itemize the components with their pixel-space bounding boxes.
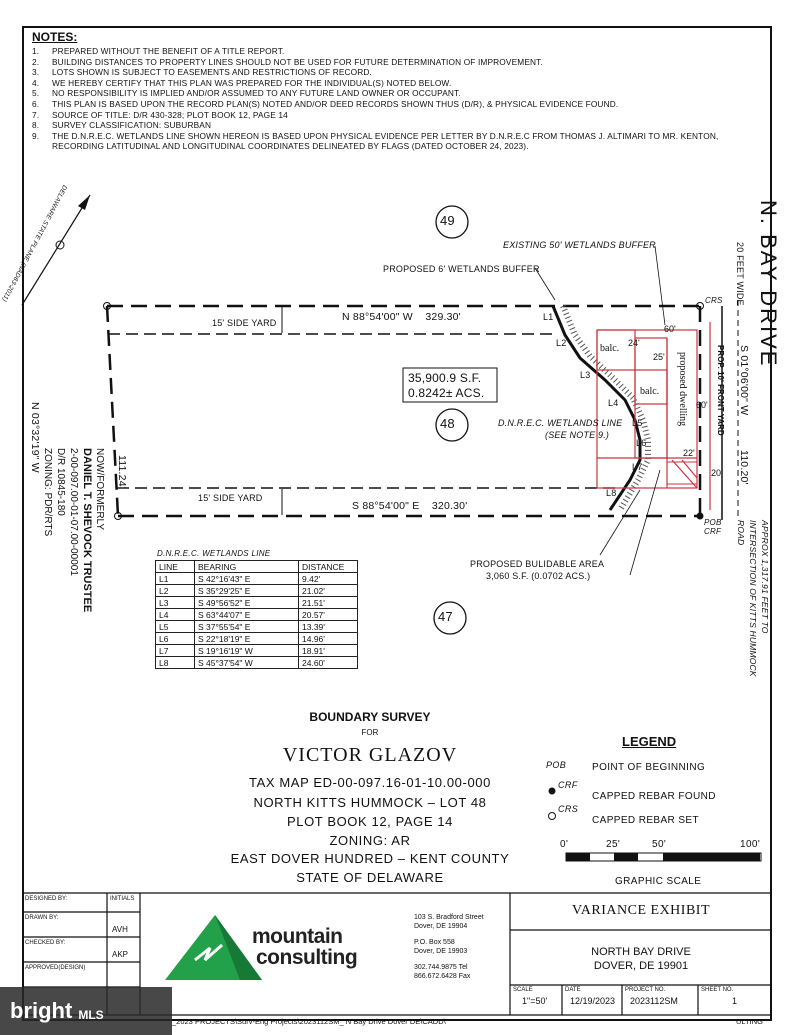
note-text: WE HEREBY CERTIFY THAT THIS PLAN WAS PREPARED FOR THE INDIVIDUAL(S) NOTED BELOW. <box>52 77 452 88</box>
scale-tick-25: 25' <box>606 839 621 850</box>
table-cell: S 49°56'52" E <box>195 597 299 609</box>
table-cell: 24.60' <box>299 657 358 669</box>
note-text: PREPARED WITHOUT THE BENEFIT OF A TITLE REPORT. <box>52 46 285 56</box>
owner-tax: 2-00-097.00-01-07.00-00001 <box>68 448 79 576</box>
table-cell: 14.96' <box>299 633 358 645</box>
lot-49-label: 49 <box>440 213 455 228</box>
legend-crf-symbol: CRF <box>558 780 578 790</box>
crs-label: CRS <box>705 296 723 305</box>
scale-tick-0: 0' <box>560 839 569 850</box>
company-name-line2: consulting <box>256 946 358 969</box>
note-number: 7. <box>32 109 40 120</box>
fax: 866.672.6428 Fax <box>414 973 471 980</box>
dim-24: 24' <box>628 338 640 348</box>
date-label: DATE <box>565 987 581 993</box>
buildable-area-label: PROPOSED BULIDABLE AREA <box>470 559 605 569</box>
checked-initials: AKP <box>112 950 129 959</box>
table-cell: S 37°55'54" E <box>195 621 299 633</box>
approx-intersection-note: APPROX 1,317.91 FEET TO INTERSECTION OF KITTS HUMMOCK ROAD <box>736 520 770 677</box>
notes-title: NOTES: <box>32 30 78 44</box>
note-text: SOURCE OF TITLE: D/R 430-328; PLOT BOOK 12, PAGE 14 <box>52 109 288 120</box>
table-row <box>156 621 358 633</box>
survey-title: BOUNDARY SURVEY <box>309 710 431 724</box>
wetlands-header-distance: DISTANCE <box>299 561 358 573</box>
company-name-line1: mountain <box>252 925 343 948</box>
area-sf: 35,900.9 S.F. <box>408 371 482 385</box>
wetlands-table <box>155 560 358 669</box>
table-cell: S 22°18'19" E <box>195 633 299 645</box>
scale-value: 1"=50' <box>522 996 548 1006</box>
east-line-bearing: S 01°06'00" W <box>738 345 750 416</box>
line-label-l7: L7 <box>632 462 643 472</box>
property-boundary <box>107 306 700 516</box>
table-cell: 21.02' <box>299 585 358 597</box>
note-text: SURVEY CLASSIFICATION: SUBURBAN <box>52 120 212 131</box>
note-number: 3. <box>32 67 40 78</box>
owner-dr: D/R 10845-180 <box>55 448 66 516</box>
wetlands-line-label: D.N.R.E.C. WETLANDS LINE <box>498 418 623 428</box>
line-label-l6: L6 <box>636 438 647 448</box>
approved-design: APPROVED(DESIGN) <box>25 965 86 971</box>
table-row <box>156 573 358 585</box>
legend-crs-symbol: CRS <box>558 804 579 814</box>
west-line-distance: 111.24' <box>116 455 128 489</box>
table-row <box>156 633 358 645</box>
legend-pob-label: POINT OF BEGINNING <box>592 762 706 773</box>
note-text: RECORDING LATITUDINAL AND LONGITUDINAL COORDINATES DELINEATED BY FLAGS (DATED OCTOBER 24, 2023). <box>52 141 529 152</box>
table-cell: L3 <box>156 597 195 609</box>
date-value: 12/19/2023 <box>570 996 616 1006</box>
lot-description: NORTH KITTS HUMMOCK – LOT 48 <box>253 795 487 810</box>
graphic-scale-label: GRAPHIC SCALE <box>615 876 702 887</box>
project-no-value: 2023112SM <box>630 996 678 1006</box>
phone: 302.744.9875 Tel <box>414 964 468 971</box>
state-plane-label: DELAWARE STATE PLANE (NAD83-2011) <box>0 183 68 303</box>
project-name-line2: DOVER, DE 19901 <box>593 960 689 972</box>
table-row <box>156 597 358 609</box>
scale-label: SCALE <box>513 987 533 993</box>
table-cell: S 19°16'19" W <box>195 645 299 657</box>
pobox-line1: P.O. Box 558 <box>414 939 455 946</box>
note-number: 5. <box>32 88 40 99</box>
table-cell: S 35°29'25" E <box>195 585 299 597</box>
drawn-by: DRAWN BY: <box>25 915 59 921</box>
existing-buffer-label: EXISTING 50' WETLANDS BUFFER <box>503 240 656 250</box>
line-label-l5: L5 <box>632 418 643 428</box>
road-width: 20 FEET WIDE <box>735 242 745 306</box>
proposed-buffer-label: PROPOSED 6' WETLANDS BUFFER <box>383 264 540 274</box>
project-no-label: PROJECT NO. <box>625 987 666 993</box>
wetlands-header-line: LINE <box>156 561 195 573</box>
line-label-l8: L8 <box>606 488 617 498</box>
balcony-label-2: balc. <box>640 386 660 397</box>
table-cell: 13.39' <box>299 621 358 633</box>
note-number: 4. <box>32 77 40 88</box>
scale-tick-100: 100' <box>740 839 761 850</box>
table-cell: S 63°44'07" E <box>195 609 299 621</box>
front-yard-label: PROP. 10' FRONT YARD <box>716 345 725 436</box>
table-row <box>156 609 358 621</box>
owner-block <box>41 448 106 612</box>
pobox-line2: Dover, DE 19903 <box>414 948 468 955</box>
line-label-l1: L1 <box>543 312 554 322</box>
monument-se <box>697 513 704 520</box>
line-label-l4: L4 <box>608 398 619 408</box>
graphic-scale <box>566 853 761 861</box>
dim-20: 20' <box>711 468 723 478</box>
note-number: 9. <box>32 130 40 141</box>
table-cell: S 45°37'54" W <box>195 657 299 669</box>
table-row <box>156 585 358 597</box>
dim-60-top: 60' <box>664 324 676 334</box>
proposed-dwelling-label: proposed dwelling <box>677 352 688 427</box>
variance-exhibit-title: VARIANCE EXHIBIT <box>571 903 710 918</box>
note-text: LOTS SHOWN IS SUBJECT TO EASEMENTS AND RESTRICTIONS OF RECORD. <box>52 67 373 78</box>
table-cell: 9.42' <box>299 573 358 585</box>
north-line-bearing: N 88°54'00" W 329.30' <box>342 311 461 323</box>
lot-47-label: 47 <box>438 609 453 624</box>
drawn-initials: AVH <box>112 925 128 934</box>
table-cell: L2 <box>156 585 195 597</box>
table-row <box>156 645 358 657</box>
wetlands-header-bearing: BEARING <box>195 561 299 573</box>
checked-by: CHECKED BY: <box>25 940 66 946</box>
line-label-l3: L3 <box>580 370 591 380</box>
line-label-l2: L2 <box>556 338 567 348</box>
dim-22: 22' <box>683 448 695 458</box>
note-number: 1. <box>32 46 40 56</box>
designed-by: DESIGNED BY: <box>25 896 68 902</box>
table-cell: L5 <box>156 621 195 633</box>
address-line1: 103 S. Bradford Street <box>414 914 484 921</box>
table-cell: S 42°16'43" E <box>195 573 299 585</box>
crf-label: CRF <box>704 527 722 536</box>
note-number: 6. <box>32 98 40 109</box>
side-yard-bottom: 15' SIDE YARD <box>198 493 263 503</box>
project-name-line1: NORTH BAY DRIVE <box>591 946 691 958</box>
note-number: 2. <box>32 56 40 67</box>
dim-25: 25' <box>653 352 665 362</box>
legend-crf-label: CAPPED REBAR FOUND <box>592 791 716 802</box>
lot-48-label: 48 <box>440 416 455 431</box>
east-line-distance: 110.20' <box>738 450 750 485</box>
table-cell: L4 <box>156 609 195 621</box>
initials-header: INITIALS <box>110 896 135 902</box>
note-text: BUILDING DISTANCES TO PROPERTY LINES SHOULD NOT BE USED FOR FUTURE DETERMINATION OF IMPROVEMENT. <box>52 56 543 67</box>
scale-tick-50: 50' <box>652 839 667 850</box>
owner-now: NOW/FORMERLY <box>94 448 105 531</box>
address-line2: Dover, DE 19904 <box>414 923 468 930</box>
note-text: NO RESPONSIBILITY IS IMPLIED AND/OR ASSUMED TO ANY FUTURE LAND OWNER OR OCCUPANT. <box>52 88 461 99</box>
hundred-county: EAST DOVER HUNDRED – KENT COUNTY <box>230 851 510 866</box>
bright-mls-watermark <box>0 987 172 1035</box>
west-line-bearing: N 03°32'19" W <box>29 402 41 473</box>
company-address <box>414 913 484 981</box>
zoning: ZONING: AR <box>329 833 411 848</box>
table-cell: L8 <box>156 657 195 669</box>
state: STATE OF DELAWARE <box>296 870 444 885</box>
legend-title: LEGEND <box>622 734 677 749</box>
tax-map: TAX MAP ED-00-097.16-01-10.00-000 <box>249 775 491 790</box>
table-cell: 20.57' <box>299 609 358 621</box>
table-cell: L7 <box>156 645 195 657</box>
dim-60-side: 60' <box>696 400 708 410</box>
plot-book: PLOT BOOK 12, PAGE 14 <box>286 814 454 829</box>
table-cell: L1 <box>156 573 195 585</box>
survey-for: FOR <box>361 728 379 737</box>
see-note-label: (SEE NOTE 9.) <box>545 430 610 440</box>
side-yard-top: 15' SIDE YARD <box>212 318 277 328</box>
mountain-logo-icon <box>165 915 262 980</box>
mls-logo-text: MLS <box>78 1008 104 1022</box>
consulting-fragment: ULTING <box>736 1017 763 1026</box>
area-acs: 0.8242± ACS. <box>408 386 485 400</box>
sheet-value: 1 <box>732 996 738 1006</box>
table-row <box>156 657 358 669</box>
legend-crs-label: CAPPED REBAR SET <box>592 815 699 826</box>
balcony-label-1: balc. <box>600 343 620 354</box>
road-name: N. BAY DRIVE <box>756 200 781 368</box>
note-text: THE D.N.R.E.C. WETLANDS LINE SHOWN HEREON IS BASED UPON PHYSICAL EVIDENCE PER LETTER BY D.N.R.E.C FROM THOMAS J. ALTIMARI TO MR. KENTON, <box>52 130 719 141</box>
client-name: VICTOR GLAZOV <box>282 744 458 766</box>
file-path: _2023 PROJECTS\Surv-Eng Projects\2023112SM_ N Bay Drive Dover DE\CADD\ <box>172 1017 446 1026</box>
buildable-area-size: 3,060 S.F. (0.0702 ACS.) <box>486 571 591 581</box>
note-text: THIS PLAN IS BASED UPON THE RECORD PLAN(S) NOTED AND/OR DEED RECORDS SHOWN THUS (D/R), & PHYSICAL EVIDENCE FOUND. <box>52 98 619 109</box>
sheet-label: SHEET NO. <box>701 987 734 993</box>
table-cell: 21.51' <box>299 597 358 609</box>
wetlands-table-caption: D.N.R.E.C. WETLANDS LINE <box>157 549 271 558</box>
legend-pob-symbol: POB <box>546 760 567 770</box>
table-cell: 18.91' <box>299 645 358 657</box>
wetlands-line <box>553 306 648 510</box>
table-cell: L6 <box>156 633 195 645</box>
owner-name: DANIEL T. SHEVOCK TRUSTEE <box>81 448 93 613</box>
note-number: 8. <box>32 120 40 131</box>
owner-zoning: ZONING: PDR/RTS <box>42 448 53 537</box>
pob-label: POB <box>704 518 722 527</box>
bright-logo-text: bright <box>10 998 73 1023</box>
south-line-bearing: S 88°54'00" E 320.30' <box>352 500 468 512</box>
